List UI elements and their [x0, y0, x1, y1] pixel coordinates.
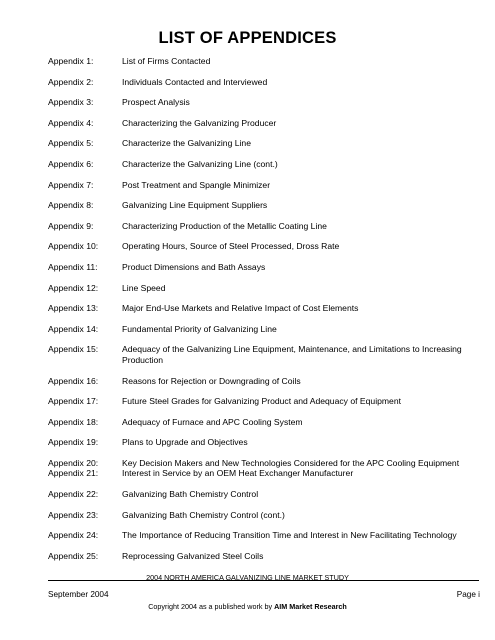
appendix-row — [48, 118, 478, 129]
appendix-label: Appendix 22: — [48, 489, 99, 500]
footer-divider — [48, 580, 479, 581]
appendix-row — [48, 344, 478, 365]
appendix-label: Appendix 1: — [48, 56, 94, 66]
appendix-row — [48, 262, 478, 273]
appendix-title: List of Firms Contacted — [122, 56, 211, 66]
appendix-row — [48, 458, 478, 469]
appendix-title: Reasons for Rejection or Downgrading of Coils — [122, 375, 301, 386]
copyright-company: AIM Market Research — [274, 602, 347, 611]
appendix-label: Appendix 7: — [48, 179, 94, 190]
appendix-row — [48, 180, 478, 191]
appendix-title: Galvanizing Bath Chemistry Control — [122, 489, 259, 500]
appendix-title: Product Dimensions and Bath Assays — [122, 261, 266, 272]
appendix-row — [48, 437, 478, 448]
appendix-row — [48, 551, 478, 562]
appendix-row — [48, 530, 478, 541]
appendix-label: Appendix 23: — [48, 509, 99, 520]
appendix-row — [48, 200, 478, 211]
appendix-label: Appendix 12: — [48, 282, 99, 293]
appendix-row — [48, 510, 478, 521]
appendix-label: Appendix 3: — [48, 97, 94, 108]
appendix-title: Adequacy of Furnace and APC Cooling System — [122, 416, 303, 427]
appendix-title: Characterizing the Galvanizing Producer — [122, 117, 277, 128]
footer-study-title: 2004 NORTH AMERICA GALVANIZING LINE MARKET STUDY — [146, 573, 349, 582]
appendix-title: The Importance of Reducing Transition Time and Interest in New Facilitating Technology — [122, 530, 457, 541]
appendix-label: Appendix 9: — [48, 220, 94, 231]
page-title: LIST OF APPENDICES — [158, 29, 337, 47]
appendix-label: Appendix 20: — [48, 457, 99, 468]
appendix-row — [48, 97, 478, 108]
appendix-row — [48, 376, 478, 387]
appendix-title: Interest in Service by an OEM Heat Exchanger Manufacturer — [122, 468, 354, 479]
appendix-title: Major End-Use Markets and Relative Impact of Cost Elements — [122, 303, 359, 314]
appendix-row — [48, 324, 478, 335]
footer-copyright — [0, 602, 495, 611]
appendix-title: Plans to Upgrade and Objectives — [122, 437, 248, 448]
appendix-label: Appendix 10: — [48, 241, 99, 252]
appendix-row — [48, 159, 478, 170]
appendix-label: Appendix 21: — [48, 468, 99, 479]
appendix-title: Post Treatment and Spangle Minimizer — [122, 179, 271, 190]
appendix-title: Characterizing Production of the Metallic Coating Line — [122, 220, 327, 231]
appendix-title: Operating Hours, Source of Steel Processed, Dross Rate — [122, 241, 340, 252]
appendix-label: Appendix 2: — [48, 76, 94, 87]
appendix-label: Appendix 5: — [48, 138, 94, 149]
appendix-row — [48, 56, 478, 67]
appendix-row — [48, 77, 478, 88]
footer-date: September 2004 — [48, 590, 109, 599]
appendix-title: Galvanizing Line Equipment Suppliers — [122, 200, 268, 211]
appendix-title: Adequacy of the Galvanizing Line Equipment, Maintenance, and Limitations to Increasing Production — [122, 344, 462, 365]
appendix-label: Appendix 4: — [48, 117, 94, 128]
appendix-label: Appendix 8: — [48, 200, 94, 211]
appendix-title: Key Decision Makers and New Technologies Considered for the APC Cooling Equipment — [122, 457, 460, 468]
appendix-row — [48, 221, 478, 232]
appendix-label: Appendix 18: — [48, 416, 99, 427]
appendix-title: Future Steel Grades for Galvanizing Product and Adequacy of Equipment — [122, 396, 401, 407]
copyright-text: Copyright 2004 as a published work by — [148, 602, 275, 611]
appendix-label: Appendix 6: — [48, 158, 94, 169]
appendix-row — [48, 468, 478, 479]
appendix-title: Prospect Analysis — [122, 97, 190, 108]
appendix-row — [48, 241, 478, 252]
appendix-label: Appendix 25: — [48, 550, 99, 561]
appendix-title: Characterize the Galvanizing Line (cont.) — [122, 158, 278, 169]
appendix-list — [48, 56, 478, 561]
appendix-title: Characterize the Galvanizing Line — [122, 138, 251, 149]
appendix-label: Appendix 16: — [48, 375, 99, 386]
appendix-title: Galvanizing Bath Chemistry Control (cont.) — [122, 509, 285, 520]
appendix-title: Line Speed — [122, 282, 166, 293]
appendix-label: Appendix 11: — [48, 261, 98, 272]
appendix-label: Appendix 24: — [48, 530, 99, 541]
appendix-row — [48, 396, 478, 407]
appendix-row — [48, 417, 478, 428]
appendix-title: Reprocessing Galvanized Steel Coils — [122, 550, 264, 561]
footer-page-number: Page i — [456, 590, 480, 599]
appendix-label: Appendix 17: — [48, 396, 99, 407]
appendix-label: Appendix 15: — [48, 344, 99, 355]
appendix-row — [48, 489, 478, 500]
appendix-row — [48, 303, 478, 314]
appendix-label: Appendix 19: — [48, 437, 99, 448]
appendix-title: Individuals Contacted and Interviewed — [122, 76, 268, 87]
appendix-title: Fundamental Priority of Galvanizing Line — [122, 323, 277, 334]
appendix-label: Appendix 13: — [48, 303, 99, 314]
appendix-label: Appendix 14: — [48, 323, 99, 334]
appendix-row — [48, 138, 478, 149]
appendix-row — [48, 283, 478, 294]
